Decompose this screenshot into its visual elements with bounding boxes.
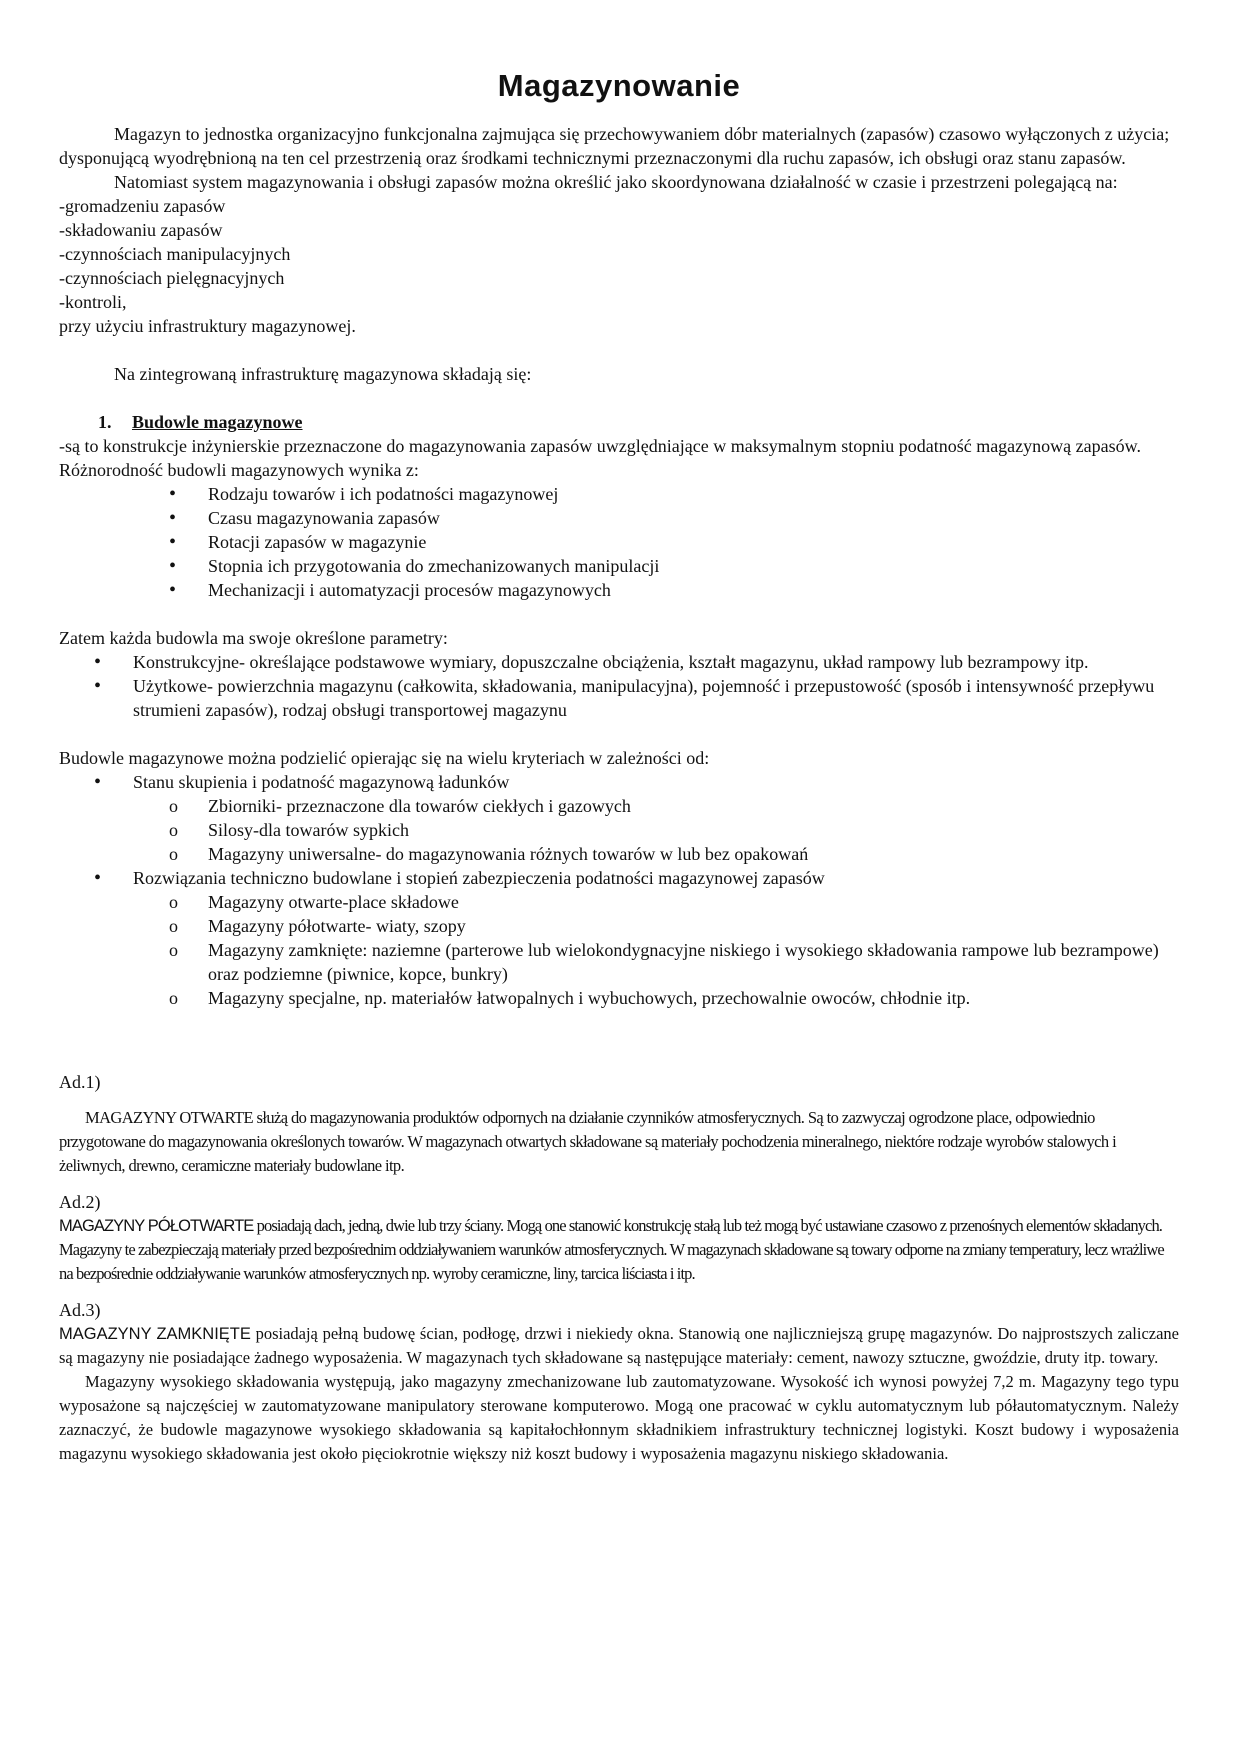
sub-list-item: o Zbiorniki- przeznaczone dla towarów ciekłych i gazowych <box>59 794 1179 818</box>
section-heading <box>98 410 1179 434</box>
intro-paragraph-2: Natomiast system magazynowania i obsługi zapasów można określić jako skoordynowana działalność w czasie i przestrzeni polegającą na: <box>114 172 1118 192</box>
sub-list <box>133 890 1179 1010</box>
ad1-paragraph <box>59 1106 1179 1178</box>
activity-item: -gromadzeniu zapasów <box>59 196 226 216</box>
document-title: Magazynowanie <box>497 68 741 103</box>
activity-item: -czynnościach manipulacyjnych <box>59 244 291 264</box>
list-item: • Rotacji zapasów w magazynie <box>59 530 1179 554</box>
list-item: • Mechanizacji i automatyzacji procesów magazynowych <box>59 578 1179 602</box>
criteria-label: Rozwiązania techniczno budowlane i stopień zabezpieczenia podatności magazynowej zapasów <box>133 868 825 888</box>
activity-list <box>59 194 1179 314</box>
ad1-lead: MAGAZYNY OTWARTE <box>85 1108 253 1127</box>
activity-item: -składowaniu zapasów <box>59 220 223 240</box>
activity-item: -kontroli, <box>59 292 127 312</box>
ad3-paragraph-2: Magazyny wysokiego składowania występują, jako magazyny zmechanizowane lub zautomatyzowane. Wysokość ich wynosi powyżej 7,2 m. Magazyny tego typu wyposażone są najczęściej w zautomatyzowane manipulatory sterowane komputerowo. Mogą one pracować w cyklu automatycznym lub półautomatycznym. Należy zaznaczyć, że budowle magazynowe wysokiego składowania są kapitałochłonnym składnikiem infrastruktury technicznej logistyki. Koszt budowy i wyposażenia magazynu wysokiego składowania jest około pięciokrotnie większy niż koszt budowy i wyposażenia magazynu niskiego składowania. <box>59 1372 1179 1463</box>
document-page <box>59 60 1179 1466</box>
ad3-heading: Ad.3) <box>59 1300 101 1320</box>
criteria-intro: Budowle magazynowe można podzielić opierając się na wielu kryteriach w zależności od: <box>59 748 710 768</box>
ad2-text: posiadają dach, jedną, dwie lub trzy ściany. Mogą one stanowić konstrukcję stałą lub też mogą być ustawiane czasowo z przenośnych elementów składanych. Magazyny te zabezpieczają materiały przed bezpośrednim oddziaływaniem warunków atmosferycznych. W magazynach składowane są towary odporne na zmiany temperatury, lecz wrażliwe na bezpośrednie oddziaływanie warunków atmosferycznych np. wyroby ceramiczne, liny, tarcica liściasta i itp. <box>59 1216 1164 1283</box>
list-item: • Czasu magazynowania zapasów <box>59 506 1179 530</box>
ad3-text: posiadają pełną budowę ścian, podłogę, drzwi i niekiedy okna. Stanowią one najliczniejszą grupę magazynów. Do najprostszych zaliczane są magazyny nie posiadające żadnego wyposażenia. W magazynach tych składowane są następujące materiały: cement, nawozy sztuczne, gwoździe, druty itp. towary. <box>59 1324 1179 1367</box>
ad3-paragraph-1 <box>59 1322 1179 1370</box>
intro-closing: przy użyciu infrastruktury magazynowej. <box>59 316 356 336</box>
activity-item: -czynnościach pielęgnacyjnych <box>59 268 285 288</box>
section-title: Budowle magazynowe <box>132 412 303 432</box>
list-item: • Rodzaju towarów i ich podatności magazynowej <box>59 482 1179 506</box>
list-item <box>59 866 1179 1010</box>
section-text: -są to konstrukcje inżynierskie przeznaczone do magazynowania zapasów uwzględniające w maksymalnym stopniu podatność magazynową zapasów. Różnorodność budowli magazynowych wynika z: <box>59 436 1141 480</box>
list-item: • Stopnia ich przygotowania do zmechanizowanych manipulacji <box>59 554 1179 578</box>
criteria-label: Stanu skupienia i podatność magazynową ładunków <box>133 772 510 792</box>
section-number: 1. <box>98 412 112 432</box>
list-item <box>59 770 1179 866</box>
ad3-lead: MAGAZYNY ZAMKNIĘTE <box>59 1325 251 1343</box>
sub-list-item: o Silosy-dla towarów sypkich <box>59 818 1179 842</box>
intro-paragraph-1: Magazyn to jednostka organizacyjno funkcjonalna zajmująca się przechowywaniem dóbr materialnych (zapasów) czasowo wyłączonych z użycia; dysponującą wyodrębnioną na ten cel przestrzenią oraz środkami technicznymi przeznaczonymi dla ruchu zapasów, ich obsługi oraz stanu zapasów. <box>59 124 1170 168</box>
ad1-heading: Ad.1) <box>59 1072 101 1092</box>
diversity-list <box>59 482 1179 602</box>
sub-list-item: o Magazyny zamknięte: naziemne (parterowe lub wielokondygnacyjne niskiego i wysokiego składowania rampowe lub bezrampowe) oraz podziemne (piwnice, kopce, bunkry) <box>59 938 1179 986</box>
intro-paragraph-3: Na zintegrowaną infrastrukturę magazynowa składają się: <box>114 364 532 384</box>
criteria-list <box>59 770 1179 1010</box>
list-item: • Konstrukcyjne- określające podstawowe wymiary, dopuszczalne obciążenia, kształt magazynu, układ rampowy lub bezrampowy itp. <box>59 650 1179 674</box>
sub-list-item: o Magazyny otwarte-place składowe <box>59 890 1179 914</box>
ad2-lead: MAGAZYNY PÓŁOTWARTE <box>59 1217 254 1235</box>
list-item: • Użytkowe- powierzchnia magazynu (całkowita, składowania, manipulacyjna), pojemność i przepustowość (sposób i intensywność przepływu strumieni zapasów), rodzaj obsługi transportowej magazynu <box>59 674 1179 722</box>
params-intro: Zatem każda budowla ma swoje określone parametry: <box>59 628 448 648</box>
sub-list-item: o Magazyny półotwarte- wiaty, szopy <box>59 914 1179 938</box>
ad2-heading: Ad.2) <box>59 1192 101 1212</box>
ad1-text: służą do magazynowania produktów odpornych na działanie czynników atmosferycznych. Są to zazwyczaj ogrodzone place, odpowiednio przygotowane do magazynowania określonych towarów. W magazynach otwartych składowane są materiały pochodzenia mineralnego, niektóre rodzaje wyrobów stalowych i żeliwnych, drewno, ceramiczne materiały budowlane itp. <box>59 1108 1117 1175</box>
params-list <box>59 650 1179 722</box>
sub-list-item: o Magazyny uniwersalne- do magazynowania różnych towarów w lub bez opakowań <box>59 842 1179 866</box>
sub-list <box>133 794 1179 866</box>
ad2-paragraph <box>59 1214 1179 1286</box>
sub-list-item: o Magazyny specjalne, np. materiałów łatwopalnych i wybuchowych, przechowalnie owoców, chłodnie itp. <box>59 986 1179 1010</box>
